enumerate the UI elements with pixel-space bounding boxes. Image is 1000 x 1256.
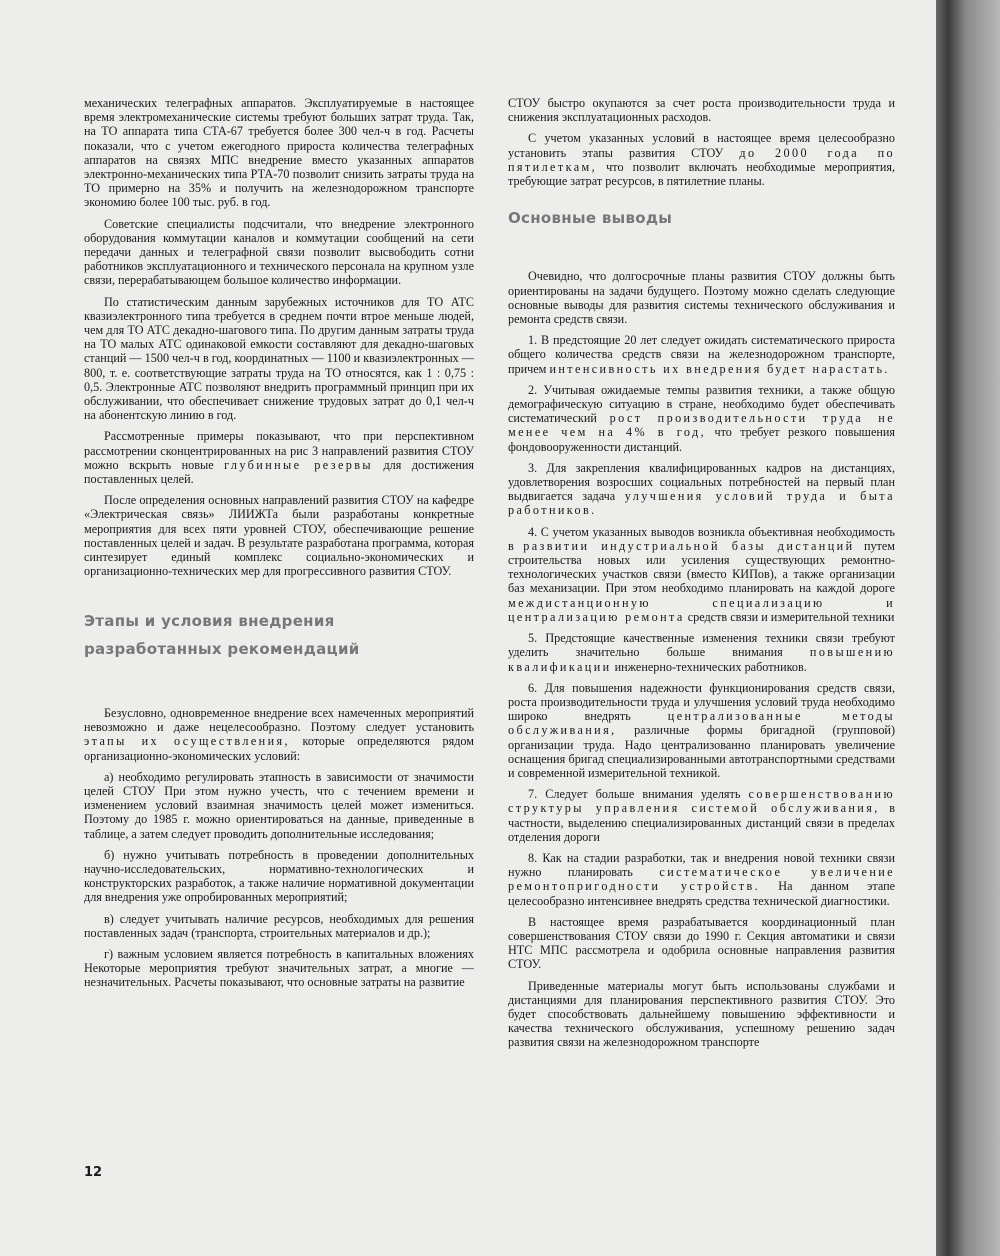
conclusion-item bbox=[508, 525, 895, 624]
paragraph: механических телеграфных аппаратов. Эксплуатируемые в настоящее время электромеханические системы требуют больших затрат труда. Так, на ТО аппарата типа СТА-67 требуется более 300 чел-ч в год. Расчеты показали, что с учетом ежегодного прироста количества телеграфных аппаратов на связях МПС внедрение вместо указанных аппаратов электронно-механических типа РТА-70 позволит снизить затраты труда на ТО примерно на 35% и получить на железнодорожном транспорте экономию более 100 тыс. руб. в год. bbox=[84, 96, 474, 210]
right-column bbox=[508, 96, 895, 1057]
text-run: 1. В предстоящие 20 лет следует ожидать систематического прироста общего количества средств связи на железнодорожном транспорте, причем bbox=[508, 333, 895, 376]
section-heading-line1: Этапы и условия внедрения bbox=[84, 611, 335, 630]
spaced-emphasis: систематическое увеличение ремонтопригодности устройств. bbox=[508, 865, 895, 894]
section-heading-line2: разработанных рекомендаций bbox=[84, 639, 360, 658]
text-run: С учетом указанных условий в настоящее время целесообразно установить этапы развития СТОУ bbox=[508, 131, 895, 160]
spaced-emphasis: глубинные резервы bbox=[224, 457, 374, 472]
paragraph: После определения основных направлений развития СТОУ на кафедре «Электрическая связь» ЛИИЖТа были разработаны конкретные мероприятия для всех пяти уровней СТОУ, обеспечивающие решение поставленных целей и задач. В результате разработана программа, которая синтезирует единый комплекс социально-экономических и организационно-технических мер для прогрессивного развития СТОУ. bbox=[84, 493, 474, 579]
text-run: путем строительства новых или усиления существующих ремонтно-технологических участков связи (вместо КИПов), а также организации баз механизации. При этом необходимо планировать на каждой дороге bbox=[508, 538, 896, 596]
spaced-emphasis: развитии индустриальной базы дистанций bbox=[523, 538, 855, 553]
text-run: различные формы бригадной (групповой) организации труда. Надо централизованно планировать увеличение оснащения бригад специализированными автотранспортными средствами и современной измерительной техникой. bbox=[508, 723, 896, 780]
spaced-emphasis: рост производительности труда не менее чем на 4% в год, bbox=[508, 411, 896, 440]
text-run: что позволит включать необходимые мероприятия, требующие затрат ресурсов, в пятилетние планы. bbox=[508, 159, 895, 189]
text-run: для достижения поставленных целей. bbox=[84, 457, 475, 487]
conclusion-item bbox=[508, 631, 895, 674]
spaced-emphasis: интенсивность их внедрения будет нарастать. bbox=[549, 361, 890, 376]
paragraph bbox=[84, 429, 474, 486]
text-run: На данном этапе целесообразно интенсивнее внедрять средства технической диагностики. bbox=[508, 879, 896, 908]
spaced-emphasis: этапы их осуществления, bbox=[84, 734, 290, 749]
spaced-emphasis: улучшения условий труда и быта работников. bbox=[508, 489, 895, 518]
spaced-emphasis: междистанционную специализацию и централизацию ремонта bbox=[508, 595, 895, 624]
spaced-emphasis: до 2000 года по пятилеткам, bbox=[508, 145, 896, 174]
conclusion-item bbox=[508, 461, 895, 518]
text-run: 3. Для закрепления квалифицированных кадров на дистанциях, удовлетворения возросших социальных потребностей на первый план выдвигается задача bbox=[508, 460, 895, 504]
paragraph: По статистическим данным зарубежных источников для ТО АТС квазиэлектронного типа требуется в среднем почти втрое меньше людей, чем для ТО АТС декадно-шагового типа. По другим данным затраты труда на ТО малых АТС одинаковой емкости составляют для декадно-шаговых станций — 1500 чел-ч в год, координатных — 1100 и квазиэлектронных — 800, т. е. соответствующие затраты труда на ТО относятся, как 1 : 0,75 : 0,5. Электронные АТС позволяют внедрить программный принцип при их обслуживании, что обеспечивает снижение трудовых затрат до 0,1 чел-ч на абонентскую линию в год. bbox=[84, 294, 474, 423]
text-run: 8. Как на стадии разработки, так и внедрения новой техники связи нужно планировать bbox=[508, 850, 895, 880]
conclusion-item bbox=[508, 787, 895, 844]
text-run: 5. Предстоящие качественные изменения техники связи требуют уделить значительно больше внимания bbox=[508, 631, 895, 660]
paragraph bbox=[508, 131, 895, 188]
spaced-emphasis: совершенствованию структуры управления системой обслуживания, bbox=[508, 787, 895, 816]
left-column bbox=[84, 96, 474, 997]
conclusion-item bbox=[508, 681, 895, 780]
conclusion-item bbox=[508, 333, 895, 376]
paragraph bbox=[84, 706, 474, 763]
text-run: которые определяются рядом организационно-экономических условий: bbox=[84, 734, 474, 763]
paragraph: б) нужно учитывать потребность в проведении дополнительных научно-исследовательских, нормативно-технологических и конструкторских разработок, а также наличие нормативной документации для внедрения уже опробированных мероприятий; bbox=[84, 847, 474, 905]
conclusion-item bbox=[508, 851, 895, 908]
text-run: Безусловно, одновременное внедрение всех намеченных мероприятий невозможно и даже нецелесообразно. Поэтому следует установить bbox=[84, 705, 474, 735]
paragraph: Советские специалисты подсчитали, что внедрение электронного оборудования коммутации каналов и коммутации сообщений на сети передачи данных и телеграфной связи позволит высвободить сотни работников эксплуатационного и технического персонала на крупном узле связи, перерабатывающем большое количество информации. bbox=[84, 216, 474, 288]
paragraph: Очевидно, что долгосрочные планы развития СТОУ должны быть ориентированы на задачи будущего. Поэтому можно сделать следующие основные выводы для развития системы технического обслуживания и ремонта средств связи. bbox=[508, 269, 895, 327]
text-run: что требует резкого повышения фондовооруженности дистанций. bbox=[508, 425, 896, 454]
text-run: 4. С учетом указанных выводов возникла объективная необходимость в bbox=[508, 524, 895, 553]
text-run: 7. Следует больше внимания уделять bbox=[528, 787, 741, 802]
paragraph: г) важным условием является потребность в капитальных вложениях Некоторые мероприятия требуют значительных затрат, а многие — незначительных. Расчеты показывают, что основные затраты на развитие bbox=[84, 946, 474, 990]
text-run: инженерно-технических работников. bbox=[614, 659, 807, 674]
page-number: 12 bbox=[84, 1165, 103, 1180]
paragraph: В настоящее время разрабатывается координационный план совершенствования СТОУ связи до 1990 г. Секция автоматики и связи НТС МПС рассмотрела и одобрила основные направления развития СТОУ. bbox=[508, 914, 895, 972]
text-run: 6. Для повышения надежности функционирования средств связи, роста производительности труда и улучшения условий труда необходимо широко внедрять bbox=[508, 680, 895, 724]
spaced-emphasis: централизованные методы обслуживания, bbox=[508, 709, 895, 738]
book-spine-edge bbox=[936, 0, 1000, 1256]
text-run: Рассмотренные примеры показывают, что при перспективном рассмотрении сконцентрированных на рис 3 направлений развития СТОУ можно вскрыть новые bbox=[84, 429, 474, 472]
paragraph: в) следует учитывать наличие ресурсов, необходимых для решения поставленных задач (транспорта, строительных материалов и др.); bbox=[84, 911, 474, 940]
paragraph: СТОУ быстро окупаются за счет роста производительности труда и снижения эксплуатационных расходов. bbox=[508, 96, 895, 125]
text-run: средств связи и измерительной техники bbox=[687, 609, 895, 624]
conclusion-item bbox=[508, 383, 895, 454]
text-run: в частности, выделению специализированных дистанций связи в пределах отделения дороги bbox=[508, 801, 895, 844]
paragraph: Приведенные материалы могут быть использованы службами и дистанциями для планирования перспективного развития СТОУ. Это будет способствовать дальнейшему повышению эффективности и качества технического обслуживания, успешному решению задач развития связи на железнодорожном транспорте bbox=[508, 978, 895, 1050]
section-heading: Основные выводы bbox=[508, 209, 673, 228]
paragraph: а) необходимо регулировать этапность в зависимости от значимости целей СТОУ При этом нужно учесть, что с течением времени и изменением условий взаимная значимость целей может измениться. Поэтому до 1985 г. можно ориентироваться на данные, приведенные в таблице, а затем следует проводить дополнительные исследования; bbox=[84, 769, 474, 841]
text-run: 2. Учитывая ожидаемые темпы развития техники, а также общую демографическую ситуацию в стране, необходимо будет обеспечивать систематический bbox=[508, 382, 895, 426]
spaced-emphasis: повышению квалификации bbox=[508, 645, 895, 674]
